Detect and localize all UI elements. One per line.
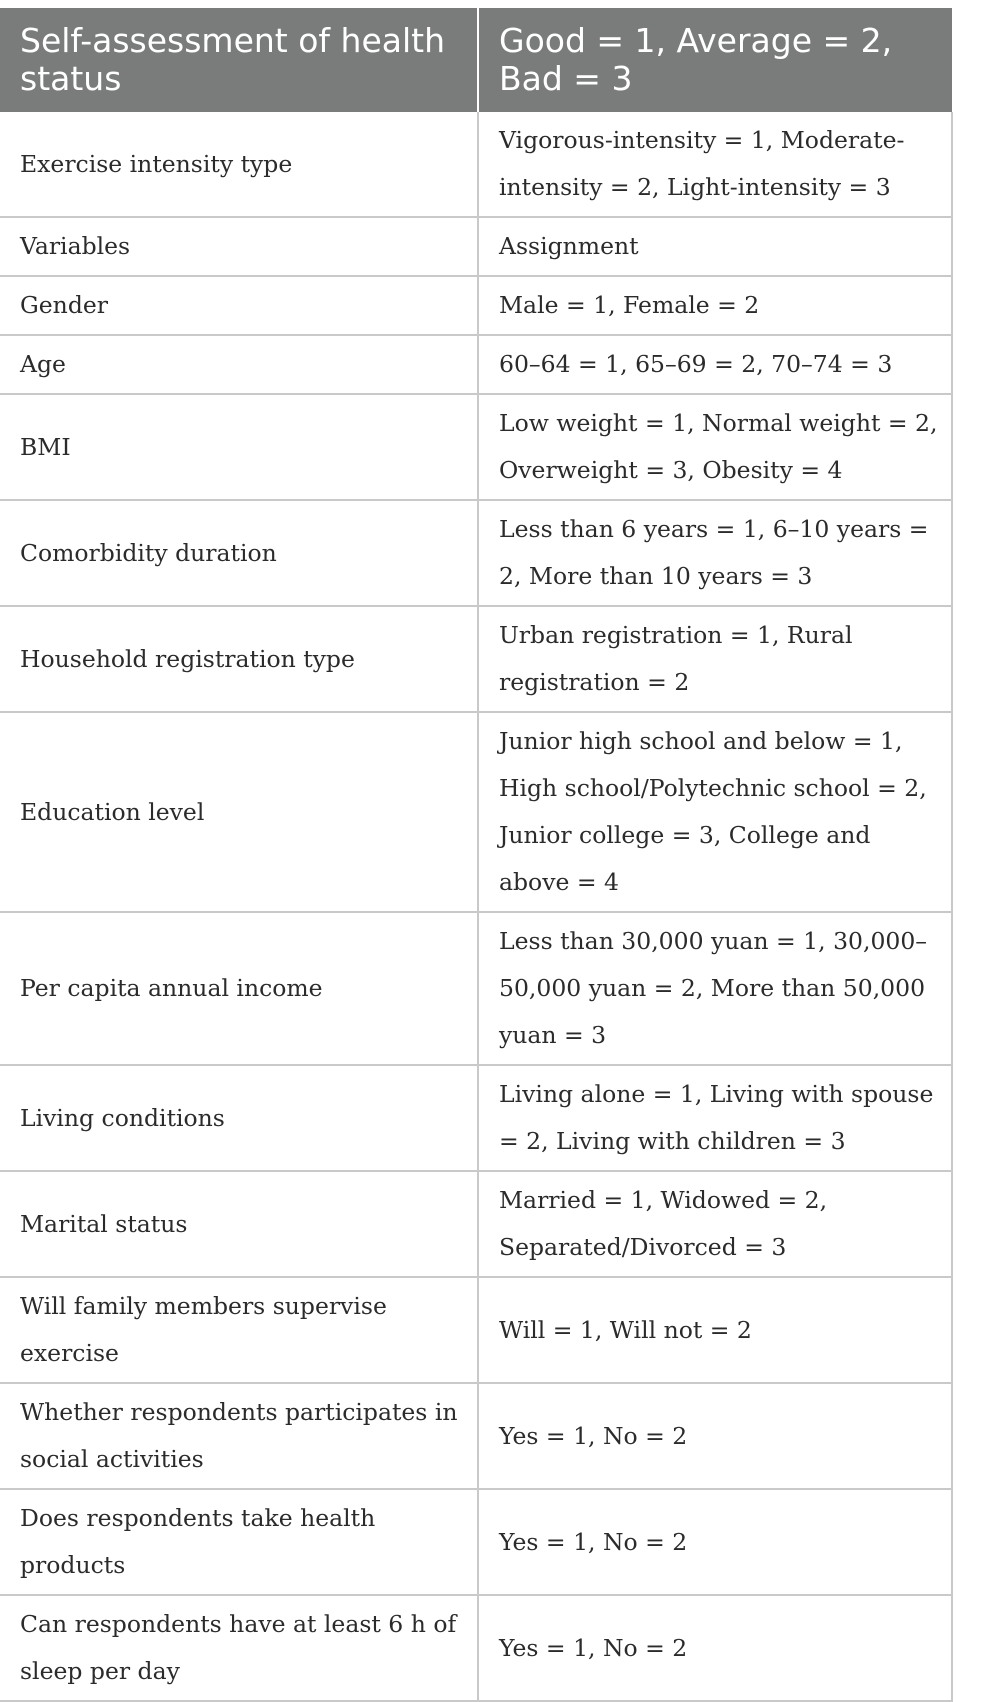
- table-row: [0, 712, 952, 912]
- row-variable: Variables: [0, 217, 478, 276]
- table-row: [0, 1065, 952, 1171]
- row-assignment: Junior high school and below = 1, High school/Polytechnic school = 2, Junior college = 3, College and above = 4: [478, 712, 952, 912]
- table-row: [0, 217, 952, 276]
- row-variable: Household registration type: [0, 606, 478, 712]
- row-variable: Exercise intensity type: [0, 112, 478, 217]
- table-row: [0, 1489, 952, 1595]
- row-assignment: Male = 1, Female = 2: [478, 276, 952, 335]
- table-row: [0, 1277, 952, 1383]
- table-row: [0, 1595, 952, 1701]
- row-variable: Can respondents have at least 6 h of sleep per day: [0, 1595, 478, 1701]
- row-assignment: Less than 6 years = 1, 6–10 years = 2, More than 10 years = 3: [478, 500, 952, 606]
- row-assignment: Urban registration = 1, Rural registration = 2: [478, 606, 952, 712]
- row-variable: Marital status: [0, 1171, 478, 1277]
- row-assignment: Living alone = 1, Living with spouse = 2, Living with children = 3: [478, 1065, 952, 1171]
- row-variable: Does respondents take health products: [0, 1489, 478, 1595]
- table-row: [0, 500, 952, 606]
- header-variable: Self-assessment of health status: [0, 8, 478, 112]
- row-assignment: Yes = 1, No = 2: [478, 1383, 952, 1489]
- header-assignment: Good = 1, Average = 2, Bad = 3: [478, 8, 952, 112]
- row-assignment: 60–64 = 1, 65–69 = 2, 70–74 = 3: [478, 335, 952, 394]
- row-variable: BMI: [0, 394, 478, 500]
- table-row: [0, 394, 952, 500]
- row-assignment: Vigorous-intensity = 1, Moderate-intensity = 2, Light-intensity = 3: [478, 112, 952, 217]
- row-variable: Per capita annual income: [0, 912, 478, 1065]
- row-variable: Age: [0, 335, 478, 394]
- row-variable: Will family members supervise exercise: [0, 1277, 478, 1383]
- row-assignment: Will = 1, Will not = 2: [478, 1277, 952, 1383]
- row-variable: Whether respondents participates in social activities: [0, 1383, 478, 1489]
- row-assignment: Yes = 1, No = 2: [478, 1489, 952, 1595]
- table-row: [0, 335, 952, 394]
- row-assignment: Assignment: [478, 217, 952, 276]
- row-variable: Comorbidity duration: [0, 500, 478, 606]
- row-assignment: Less than 30,000 yuan = 1, 30,000–50,000 yuan = 2, More than 50,000 yuan = 3: [478, 912, 952, 1065]
- table-row: [0, 912, 952, 1065]
- table-row: [0, 1383, 952, 1489]
- variable-assignment-table: [0, 8, 953, 1702]
- table-row: [0, 1171, 952, 1277]
- row-assignment: Low weight = 1, Normal weight = 2, Overweight = 3, Obesity = 4: [478, 394, 952, 500]
- table-header-row: [0, 8, 952, 112]
- table-row: [0, 276, 952, 335]
- row-variable: Education level: [0, 712, 478, 912]
- row-variable: Living conditions: [0, 1065, 478, 1171]
- row-assignment: Yes = 1, No = 2: [478, 1595, 952, 1701]
- row-variable: Gender: [0, 276, 478, 335]
- table-row: [0, 112, 952, 217]
- row-assignment: Married = 1, Widowed = 2, Separated/Divorced = 3: [478, 1171, 952, 1277]
- table-row: [0, 606, 952, 712]
